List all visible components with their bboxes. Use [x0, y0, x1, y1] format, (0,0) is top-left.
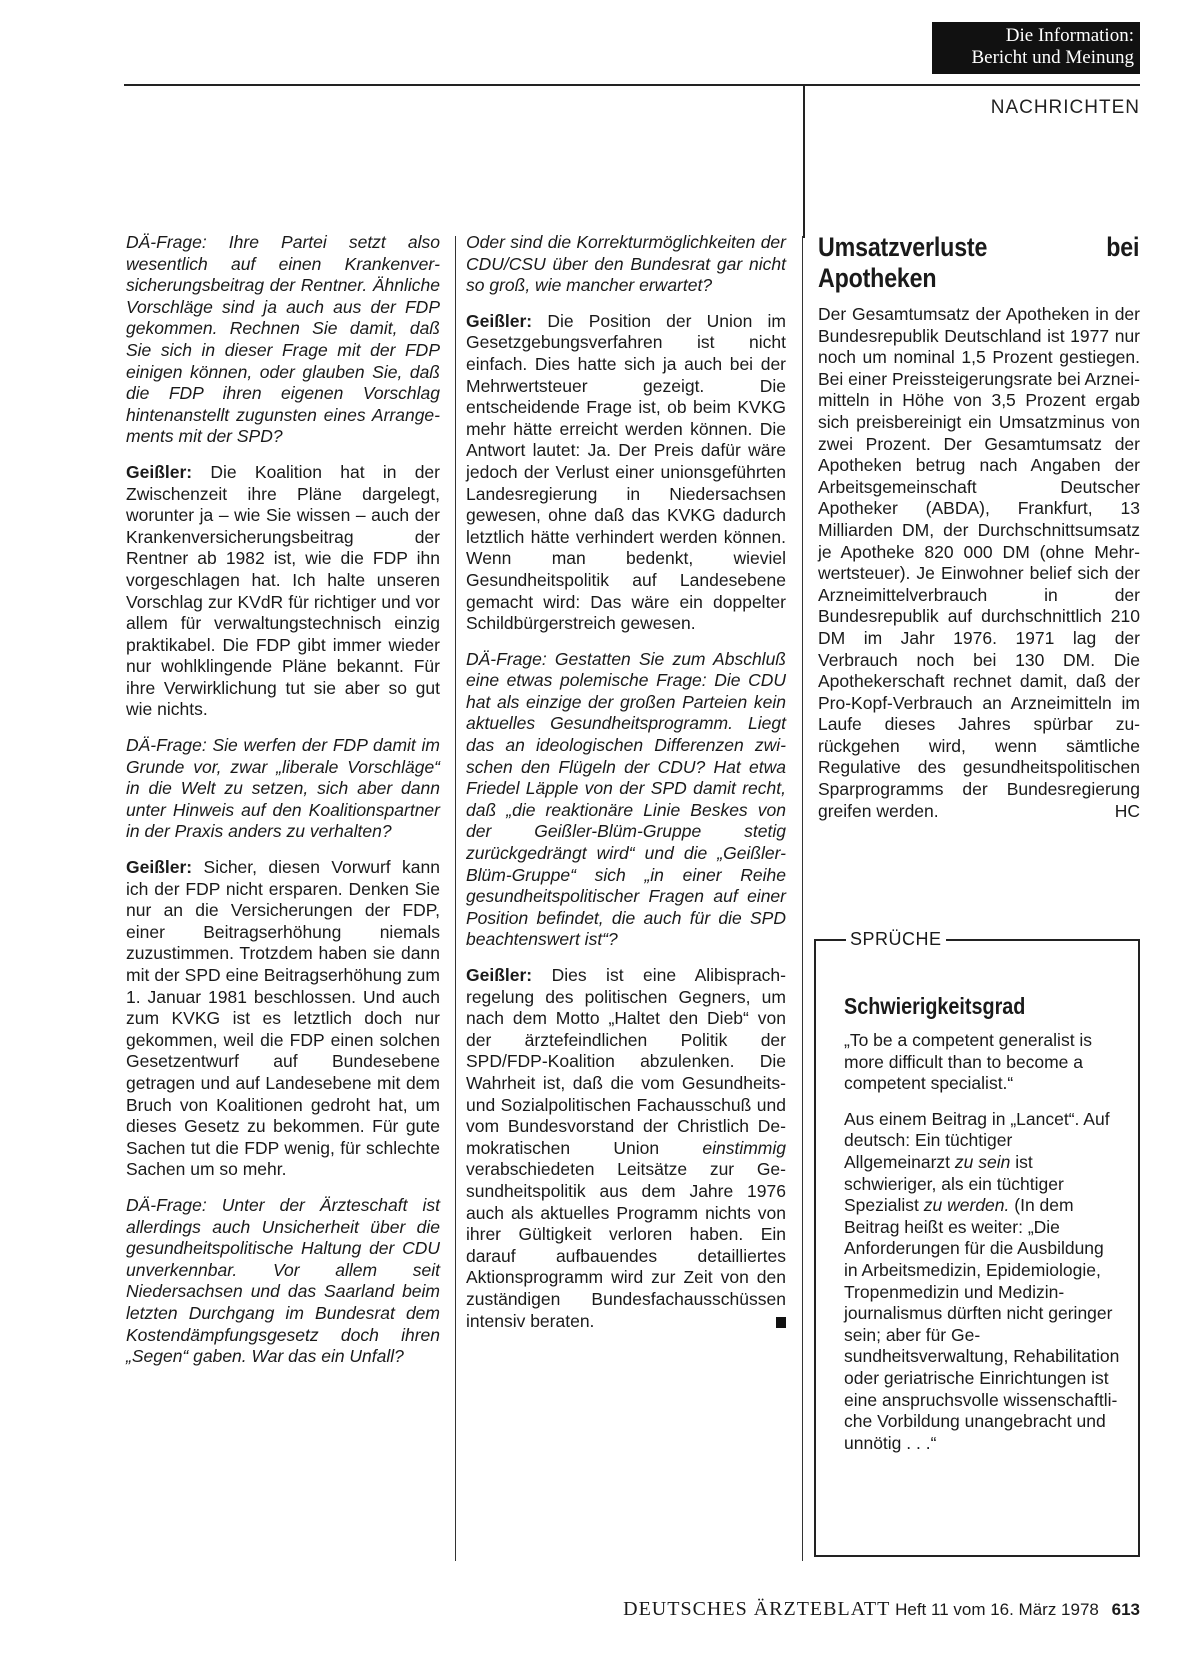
- sprueche-commentary: [844, 1109, 1120, 1455]
- speaker-label: Geißler:: [466, 965, 533, 985]
- emphasis-text: zu sein: [954, 1151, 1011, 1172]
- emphasis-text: zu werden.: [923, 1195, 1010, 1216]
- speaker-label: Geißler:: [126, 461, 193, 482]
- speaker-label: Geißler:: [466, 310, 533, 331]
- emphasis-text: einstimmig: [702, 1137, 786, 1158]
- answer-text: Die Koalition hat in der Zwischenzeit ihre Pläne dargelegt, worunter ja – wie Sie wissen – auch der Krankenversicherungsbeitrag der Rentner ab 1982 ist, wie die FDP ihn vorgeschlagen hat. Ich halte unseren Vorschlag zur KVdR für richtiger und vor allem für verwaltungstechnisch einzig praktikabel. Die FDP gibt immer wieder nur wohlklingende Pläne bekannt. Für ihre Verwirklichung tut sie aber so gut wie nichts.: [126, 461, 440, 720]
- rubric-box: [932, 22, 1140, 74]
- author-initials: HC: [1114, 800, 1140, 821]
- news-body: [818, 304, 1140, 822]
- commentary-text: (In dem Beitrag heißt es weiter: „Die Anforderungen für die Ausbildung in Arbeitsmedizin, Epidemiologie, Tropenmedizin und Medizinjournalismus dürften nicht geringer sein; aber für Gesundheitsverwaltung, Rehabilitation oder geriatrische Einrichtungen ist eine anspruchsvolle wissenschaftliche Vorbildung unangebracht und unnötig . . .“: [844, 1195, 1120, 1453]
- column-rule: [802, 236, 803, 1561]
- interview-column-2: [466, 232, 786, 1346]
- interview-answer: [466, 311, 786, 635]
- answer-text: verabschiedeten Leitsätze zur Gesundheitspolitik aus dem Jahre 1976 auch als aktuelles Programm nichts von ihrer Gültigkeit verloren haben. Ein darauf aufbauendes detailliertes Aktionsprogramm wird zur Zeit von den zuständigen Bundesfachausschüssen intensiv beraten.: [466, 1159, 786, 1331]
- interview-answer: [126, 462, 440, 721]
- answer-text: Sicher, diesen Vorwurf kann ich der FDP nicht ersparen. Denken Sie nur an die Versicherungen der FDP, einer Beitragserhöhung niemals zuzustimmen. Trotzdem haben sie dann mit der SPD eine Beitragserhöhung zum 1. Januar 1981 beschlossen. Und auch zum KVKG ist es letztlich doch nur gekommen, weil die FDP einen solchen Gesetzentwurf auf Bundesebene getragen und auf Landesebene mit dem Bruch von Koalitionen gedroht hat, um dieses Gesetz zu bekommen. Für gute Sachen tut die FDP wenig, für schlechte Sachen um so mehr.: [126, 857, 440, 1180]
- rubric-line-1: Die Information:: [1005, 25, 1134, 46]
- interview-question: DÄ-Frage: Unter der Ärzteschaft ist allerdings auch Unsicherheit über die gesundheitspolitische Haltung der CDU unverkennbar. Vor allem seit Niedersachsen und das Saarland beim letzten Durchgang im Bundesrat dem Kostendämpfungsgesetz doch ihren „Segen“ gaben. War das ein Unfall?: [126, 1194, 440, 1367]
- interview-answer: [466, 965, 786, 1332]
- end-of-article-mark: [776, 1317, 786, 1328]
- sprueche-quote: „To be a competent generalist is more difficult than to become a competent specialist.“: [844, 1030, 1093, 1094]
- interview-question: Oder sind die Korrekturmöglichkeiten der CDU/CSU über den Bundesrat gar nicht so groß, wie mancher erwartet?: [466, 232, 786, 296]
- news-column: [818, 232, 1140, 836]
- interview-question: DÄ-Frage: Ihre Partei setzt also wesentlich auf einen Krankenversicherungsbeitrag der Rentner. Ähnliche Vorschläge sind ja auch aus der FDP gekommen. Rechnen Sie damit, daß Sie sich in dieser Frage mit der FDP einigen können, oder glauben Sie, daß die FDP ihren eigenen Vorschlag hintenanstellt zugunsten eines Arrangements mit der SPD?: [126, 232, 440, 447]
- sprueche-box: [814, 929, 1140, 1557]
- answer-text: Dies ist eine Alibisprachregelung des politischen Gegners, um nach dem Motto „Haltet den Dieb“ von der ärztefeindlichen Politik der SPD/FDP-Koalition abzulenken. Die Wahrheit ist, daß die vom Gesundheits- und Sozialpolitischen Fachausschuß und vom Bundesvorstand der Christlich Demokratischen Union: [466, 965, 786, 1158]
- page-footer: [480, 1598, 1140, 1621]
- journal-name: DEUTSCHES ÄRZTEBLATT: [623, 1598, 891, 1620]
- commentary-text: ist schwieriger, als ein tüchtiger Spezialist: [844, 1151, 1064, 1216]
- interview-answer: [126, 857, 440, 1181]
- section-label: NACHRICHTEN: [990, 97, 1140, 118]
- interview-question: DÄ-Frage: Sie werfen der FDP damit im Grunde vor, zwar „liberale Vorschläge“ in die Welt zu setzen, sich aber dann unter Hinweis auf den Koalitionspartner in der Praxis anders zu verhalten?: [126, 735, 440, 842]
- answer-text: Die Position der Union im Gesetzgebungsverfahren ist nicht einfach. Dies hatte sich ja auch bei der Mehrwertsteuer gezeigt. Die entscheidende Frage ist, ob beim KVKG mehr hätte erreicht werden können. Die Antwort lautet: Ja. Der Preis dafür wäre jedoch der Verlust einer unionsgeführten Landesregierung in Niedersachsen gewesen, ohne daß das KVKG dadurch letztlich hätte verhindert werden können. Wenn man bedenkt, wieviel Gesundheitspolitik auf Landesebene gemacht wird: Das wäre ein doppelter Schildbürgerstreich gewesen.: [466, 310, 786, 634]
- sprueche-label: SPRÜCHE: [846, 929, 946, 951]
- news-body-text: Der Gesamtumsatz der Apotheken in der Bundesrepublik Deutschland ist 1977 nur noch um nominal 1,5 Prozent gestiegen. Bei einer Preissteigerungsrate bei Arzneimitteln in Höhe von 3,5 Prozent ergab sich preisbereinigt ein Umsatzminus von zwei Prozent. Der Gesamtumsatz der Apotheken betrug nach Angaben der Arbeitsgemeinschaft Deutscher Apotheker (ABDA), Frankfurt, 13 Milliarden DM, der Durchschnittsumsatz je Apotheke 820 000 DM (ohne Mehrwertsteuer). Je Einwohner belief sich der Arzneimittelverbrauch in der Bundesrepublik auf durchschnittlich 210 DM im Jahr 1976. 1971 lag der Verbrauch noch bei 130 DM. Die Apothekerschaft rechnet damit, daß der Pro-Kopf-Verbrauch an Arzneimitteln im Laufe dieses Jahres spürbar zurückgehen wird, wenn sämtliche Regulative des gesundheitspolitischen Sparprogramms der Bundesregierung greifen werden.: [818, 304, 1140, 821]
- interview-column-1: [126, 232, 440, 1382]
- header-divider: [803, 86, 805, 238]
- issue-info: Heft 11 vom 16. März 1978: [895, 1600, 1099, 1619]
- column-rule: [455, 236, 456, 1561]
- top-rule: [124, 84, 1140, 86]
- page-number: 613: [1111, 1600, 1140, 1619]
- rubric-line-2: Bericht und Meinung: [971, 47, 1134, 68]
- interview-question: DÄ-Frage: Gestatten Sie zum Abschluß eine etwas polemische Frage: Die CDU hat als einzige der großen Parteien kein aktuelles Gesundheitsprogramm. Liegt das an ideologischen Differenzen zwischen den Flügeln der CDU? Hat etwa Friedel Läpple von der SPD damit recht, daß „die reaktionäre Linie Beskes von der Geißler-Blüm-Gruppe stetig zurückgedrängt wird“ und die „Geißler-Blüm-Gruppe“ sich „in einer Reihe gesundheitspolitischer Fragen auf einer Position befindet, die auch für die SPD beachtenswert ist“?: [466, 648, 786, 950]
- news-headline: Umsatzverluste bei Apotheken: [818, 232, 1140, 293]
- commentary-text: Aus einem Beitrag in „Lancet“. Auf deutsch: Ein tüchtiger Allgemeinarzt: [844, 1108, 1110, 1172]
- sprueche-title: Schwierigkeitsgrad: [844, 993, 1026, 1019]
- speaker-label: Geißler:: [126, 857, 193, 878]
